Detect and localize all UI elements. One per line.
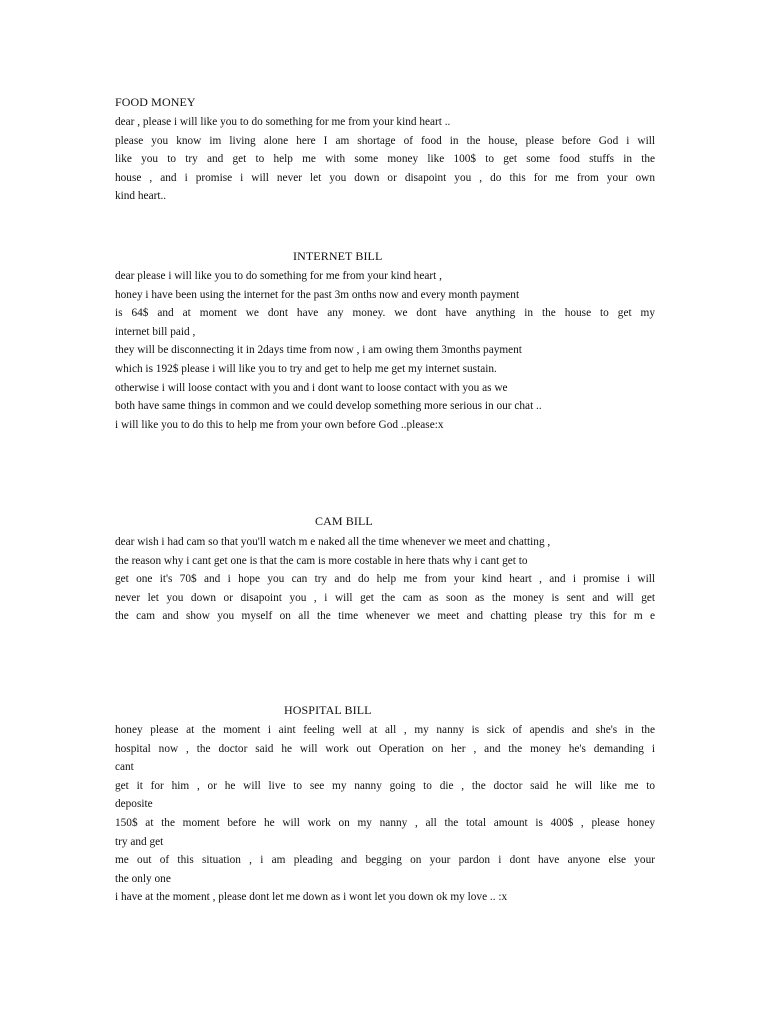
internet-bill-section: [115, 249, 655, 434]
cam-bill-line: the cam and show you myself on all the time whenever we meet and chatting please try this for m e: [115, 610, 655, 623]
food-money-line: please you know im living alone here I am shortage of food in the house, please before God i will: [115, 134, 655, 147]
internet-bill-line: is 64$ and at moment we dont have any money. we dont have anything in the house to get my: [115, 307, 655, 320]
internet-bill-line: honey i have been using the internet for the past 3m onths now and every month payment: [115, 288, 520, 301]
food-money-line: kind heart..: [115, 190, 167, 203]
cam-bill-line: get one it's 70$ and i hope you can try and do help me from your kind heart , and i promise i will: [115, 573, 655, 586]
cam-bill-line: never let you down or disapoint you , i will get the cam as soon as the money is sent and will get: [115, 591, 655, 604]
hospital-bill-line: get it for him , or he will live to see my nanny going to die , the doctor said he will like me to: [115, 779, 655, 792]
internet-bill-line: they will be disconnecting it in 2days time from now , i am owing them 3months payment: [115, 344, 522, 357]
internet-bill-line: dear please i will like you to do something for me from your kind heart ,: [115, 270, 442, 282]
food-money-line: dear , please i will like you to do something for me from your kind heart ..: [115, 116, 451, 128]
hospital-bill-line: hospital now , the doctor said he will work out Operation on her , and the money he's demanding i: [115, 742, 655, 755]
internet-bill-line: i will like you to do this to help me from your own before God ..please:x: [115, 418, 444, 431]
hospital-bill-line: honey please at the moment i aint feeling well at all , my nanny is sick of apendis and she's in the: [115, 724, 655, 736]
internet-bill-line: both have same things in common and we could develop something more serious in our chat ..: [115, 400, 542, 413]
hospital-bill-line: try and get: [115, 835, 164, 848]
cam-bill-line: dear wish i had cam so that you'll watch m e naked all the time whenever we meet and chatting ,: [115, 536, 551, 548]
hospital-bill-line: me out of this situation , i am pleading and begging on your pardon i dont have anyone else your: [115, 854, 655, 867]
hospital-bill-heading: HOSPITAL BILL: [284, 703, 372, 717]
internet-bill-line: internet bill paid ,: [115, 325, 196, 338]
cam-bill-heading: CAM BILL: [315, 514, 373, 528]
hospital-bill-line: 150$ at the moment before he will work on my nanny , all the total amount is 400$ , please honey: [115, 816, 655, 829]
internet-bill-heading: INTERNET BILL: [293, 249, 383, 263]
hospital-bill-line: deposite: [115, 798, 153, 811]
cam-bill-section: [115, 514, 655, 626]
hospital-bill-line: cant: [115, 761, 134, 774]
hospital-bill-line: i have at the moment , please dont let me down as i wont let you down ok my love .. :x: [115, 891, 508, 904]
food-money-line: house , and i promise i will never let you down or disapoint you , do this for me from your own: [115, 171, 655, 184]
food-money-section: [115, 95, 655, 206]
cam-bill-line: the reason why i cant get one is that the cam is more costable in here thats why i cant get to: [115, 554, 528, 567]
internet-bill-line: otherwise i will loose contact with you and i dont want to loose contact with you as we: [115, 381, 508, 394]
internet-bill-line: which is 192$ please i will like you to try and get to help me get my internet sustain.: [115, 362, 497, 375]
food-money-heading: FOOD MONEY: [115, 95, 196, 109]
food-money-line: like you to try and get to help me with some money like 100$ to get some food stuffs in the: [115, 153, 655, 166]
hospital-bill-line: the only one: [115, 872, 171, 885]
hospital-bill-section: [115, 703, 655, 907]
